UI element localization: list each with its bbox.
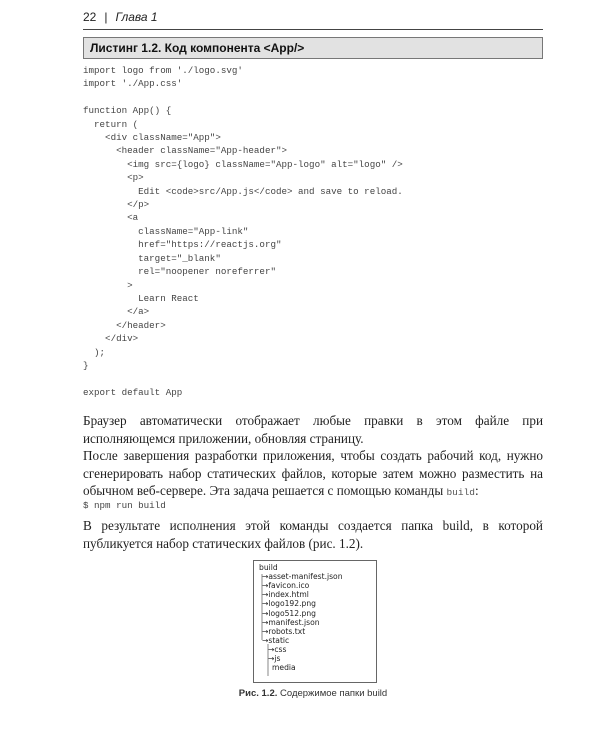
paragraph-1: Браузер автоматически отображает любые правки в этом файле при исполняющемся приложении, обновляя страницу. bbox=[83, 413, 543, 446]
tree-item: →asset-manifest.json bbox=[262, 572, 343, 582]
paragraph-3: В результате исполнения этой команды создается папка build, в которой публикуется набор статических файлов (рис. 1.2). bbox=[83, 518, 543, 551]
caption-text: Содержимое папки build bbox=[280, 688, 388, 699]
tree-subitem: media bbox=[272, 663, 296, 673]
code-line: <img src={logo} className="App-logo" alt="logo" /> bbox=[83, 158, 403, 170]
code-line: } bbox=[83, 359, 89, 371]
code-line: </div> bbox=[83, 333, 139, 345]
tree-subitem: →js bbox=[268, 654, 281, 663]
tree-item: →logo192.png bbox=[262, 599, 316, 609]
page-number: 22 bbox=[83, 10, 97, 24]
code-line: <a bbox=[83, 212, 139, 224]
code-line: target="_blank" bbox=[83, 252, 221, 264]
tree-item: →manifest.json bbox=[262, 617, 320, 627]
code-line: </header> bbox=[83, 319, 166, 331]
code-line: return ( bbox=[83, 118, 139, 130]
tree-item: →logo512.png bbox=[262, 608, 316, 618]
listing-title: Листинг 1.2. Код компонента <App/> bbox=[90, 41, 305, 55]
code-line: href="https://reactjs.org" bbox=[83, 239, 282, 251]
code-line: <p> bbox=[83, 172, 144, 184]
tree-root: build bbox=[259, 563, 278, 572]
code-line: import './App.css' bbox=[83, 78, 183, 90]
code-line: </p> bbox=[83, 199, 150, 211]
paragraph-2-end: : bbox=[475, 483, 479, 498]
code-line: > bbox=[83, 279, 133, 291]
code-line: rel="noopener noreferrer" bbox=[83, 266, 276, 278]
running-header bbox=[83, 10, 543, 24]
figure-caption bbox=[83, 688, 543, 699]
code-line: Edit <code>src/App.js</code> and save to reload. bbox=[83, 185, 403, 197]
code-listing bbox=[83, 64, 403, 399]
tree-item: →favicon.ico bbox=[262, 581, 310, 591]
tree-item: →static bbox=[262, 635, 290, 645]
code-line: export default App bbox=[83, 386, 183, 398]
header-rule bbox=[83, 29, 543, 30]
tree-item: →robots.txt bbox=[262, 626, 306, 636]
code-line: ); bbox=[83, 346, 106, 358]
inline-code-build: build bbox=[446, 487, 475, 498]
figure-directory-tree bbox=[253, 560, 377, 683]
command-line: $ npm run build bbox=[83, 500, 166, 511]
caption-label: Рис. 1.2. bbox=[238, 688, 278, 699]
header-separator: | bbox=[104, 10, 108, 24]
paragraph-2-text: После завершения разработки приложения, чтобы создать рабочий код, нужно сгенерировать набор статических файлов, которые затем можно разместить на обычном веб-сервере. Эта задача решается с помощью команды bbox=[83, 448, 543, 498]
tree-item: →index.html bbox=[262, 590, 309, 600]
chapter-title: Глава 1 bbox=[115, 10, 158, 24]
tree-subitem: →css bbox=[268, 644, 287, 654]
code-line: import logo from './logo.svg' bbox=[83, 65, 243, 76]
paragraph-2 bbox=[83, 447, 543, 502]
code-line: <div className="App"> bbox=[83, 132, 221, 144]
code-line: <header className="App-header"> bbox=[83, 145, 287, 157]
code-line: Learn React bbox=[83, 292, 199, 304]
listing-title-bar bbox=[83, 37, 543, 59]
code-line: </a> bbox=[83, 306, 150, 318]
code-line: function App() { bbox=[83, 105, 172, 117]
code-line: className="App-link" bbox=[83, 225, 249, 237]
